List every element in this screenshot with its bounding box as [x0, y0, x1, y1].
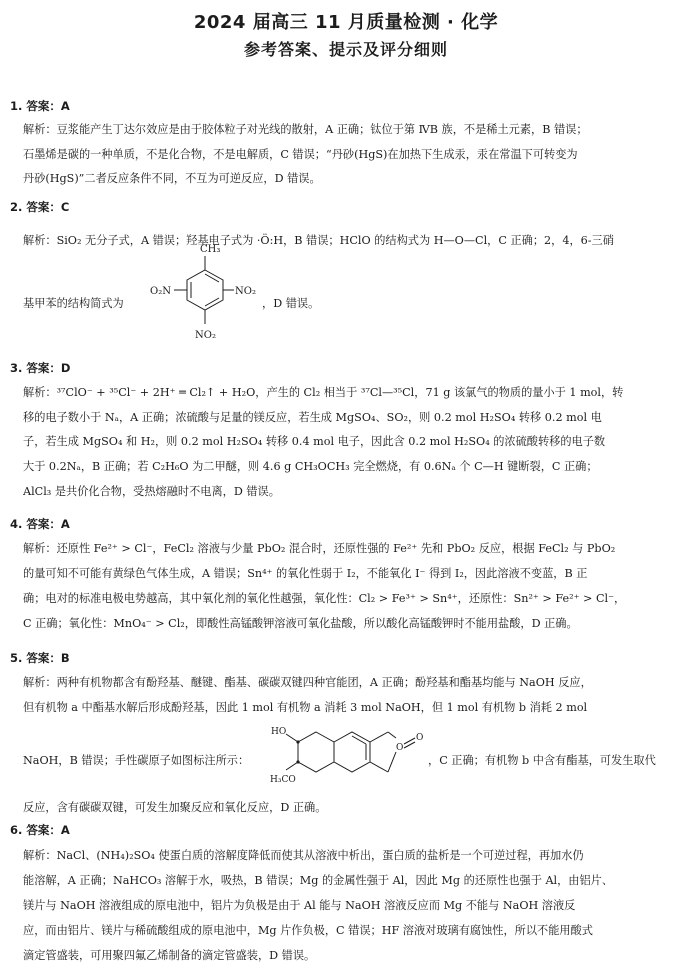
ch3-group-label: CH₃	[200, 244, 221, 255]
q5-line-4: 反应，含有碳碳双键，可发生加聚反应和氧化反应，D 正确。	[23, 801, 327, 814]
hydroxyl-label: HO	[271, 727, 287, 737]
q3-line-4: 大于 0.2Nₐ，B 正确；若 C₂H₆O 为二甲醚，则 4.6 g CH₃OCH₃ 完全燃烧，有 0.6Nₐ 个 C—H 键断裂，C 正确；	[23, 460, 598, 473]
q2-answer: 2. 答案：C	[10, 200, 70, 214]
ring-oxygen-label: O	[396, 743, 404, 753]
q3-answer: 3. 答案：D	[10, 361, 71, 375]
q3-line-5: AlCl₃ 是共价化合物，受热熔融时不电离，D 错误。	[23, 485, 280, 498]
q4-line-3: 确；电对的标准电极电势越高，其中氧化剂的氧化性越强，氧化性：Cl₂ > Fe³⁺ > Sn⁴⁺，还原性：Sn²⁺ > Fe²⁺ > Cl⁻，	[23, 592, 626, 605]
q4-line-2: 的量可知不可能有黄绿色气体生成，A 错误；Sn⁴⁺ 的氧化性弱于 I₂，不能氧化 I⁻ 得到 I₂，因此溶液不变蓝，B 正	[23, 567, 588, 580]
q1-line-2: 石墨烯是碳的一种单质，不是化合物，不是电解质，C 错误；“丹砂(HgS)在加热下生成汞，汞在常温下可转变为	[23, 148, 578, 161]
q5-answer: 5. 答案：B	[10, 651, 70, 665]
right-nitro-label: NO₂	[235, 286, 256, 297]
q1-answer: 1. 答案：A	[10, 99, 70, 113]
q3-line-1: 解析：³⁷ClO⁻ + ³⁵Cl⁻ + 2H⁺ ═ Cl₂↑ + H₂O，产生的 Cl₂ 相当于 ³⁷Cl—³⁵Cl，71 g 该氯气的物质的量小于 1 mol，转	[23, 386, 624, 399]
q1-line-1: 解析：豆浆能产生丁达尔效应是由于胶体粒子对光线的散射，A 正确；钛位于第 ⅣB 族，不是稀土元素，B 错误；	[23, 123, 588, 136]
bottom-nitro-label: NO₂	[195, 330, 216, 341]
q5-line-2: 但有机物 a 中酯基水解后形成酚羟基，因此 1 mol 有机物 a 消耗 3 mol NaOH，但 1 mol 有机物 b 消耗 2 mol	[23, 701, 588, 714]
q4-answer: 4. 答案：A	[10, 517, 70, 531]
q5-line-3-suffix: ，C 正确；有机物 b 中含有酯基，可发生取代	[428, 754, 656, 767]
q4-line-4: C 正确；氧化性：MnO₄⁻ > Cl₂，即酸性高锰酸钾溶液可氧化盐酸，所以酸化高锰酸钾时不能用盐酸，D 正确。	[23, 617, 578, 630]
q6-line-5: 滴定管盛装，可用聚四氟乙烯制备的滴定管盛装，D 错误。	[23, 949, 316, 962]
q6-answer: 6. 答案：A	[10, 823, 70, 837]
q3-line-3: 子，若生成 MgSO₄ 和 H₂，则 0.2 mol H₂SO₄ 转移 0.4 mol 电子，因此含 0.2 mol H₂SO₄ 的浓硫酸转移的电子数	[23, 435, 606, 448]
page-title: 2024 届高三 11 月质量检测 · 化学	[193, 12, 499, 33]
page-subtitle: 参考答案、提示及评分细则	[243, 40, 448, 59]
q6-line-4: 应，而由铝片、镁片与稀硫酸组成的原电池中，Mg 片作负极，C 错误；HF 溶液对玻璃有腐蚀性，所以不能用酸式	[23, 924, 593, 937]
q3-line-2: 移的电子数小于 Nₐ，A 正确；浓硫酸与足量的镁反应，若生成 MgSO₄、SO₂，则 0.2 mol H₂SO₄ 转移 0.2 mol 电	[23, 411, 602, 424]
chiral-carbon-structure	[270, 718, 430, 790]
trinitrotoluene-structure	[142, 232, 267, 350]
q4-line-1: 解析：还原性 Fe²⁺ > Cl⁻，FeCl₂ 溶液与少量 PbO₂ 混合时，还原性强的 Fe²⁺ 先和 PbO₂ 反应，根据 FeCl₂ 与 PbO₂	[23, 542, 616, 555]
left-nitro-label: O₂N	[150, 286, 171, 297]
q5-line-3-prefix: NaOH，B 错误；手性碳原子如图标注所示：	[23, 754, 250, 767]
carbonyl-oxygen-label: O	[416, 733, 424, 743]
q2-line-1: 解析：SiO₂ 无分子式，A 错误；羟基电子式为 ·Ö:H，B 错误；HClO 的结构式为 H—O—Cl，C 正确；2，4，6-三硝	[23, 234, 614, 247]
q6-line-2: 能溶解，A 正确；NaHCO₃ 溶解于水，吸热，B 错误；Mg 的金属性强于 Al，因此 Mg 的还原性也强于 Al，由铝片、	[23, 874, 614, 887]
q2-line-2-prefix: 基甲苯的结构简式为	[23, 297, 124, 310]
q2-line-2-suffix: ，D 错误。	[262, 297, 320, 310]
q5-line-1: 解析：两种有机物都含有酚羟基、醚键、酯基、碳碳双键四种官能团，A 正确；酚羟基和酯基均能与 NaOH 反应，	[23, 676, 592, 689]
methoxy-label: H₃CO	[270, 775, 296, 785]
q6-line-3: 镁片与 NaOH 溶液组成的原电池中，铝片为负极是由于 Al 能与 NaOH 溶液反应而 Mg 不能与 NaOH 溶液反	[23, 899, 576, 912]
q6-line-1: 解析：NaCl、(NH₄)₂SO₄ 使蛋白质的溶解度降低而使其从溶液中析出，蛋白质的盐析是一个可逆过程，再加水仍	[23, 849, 584, 862]
q1-line-3: 丹砂(HgS)”二者反应条件不同，不互为可逆反应，D 错误。	[23, 172, 321, 185]
